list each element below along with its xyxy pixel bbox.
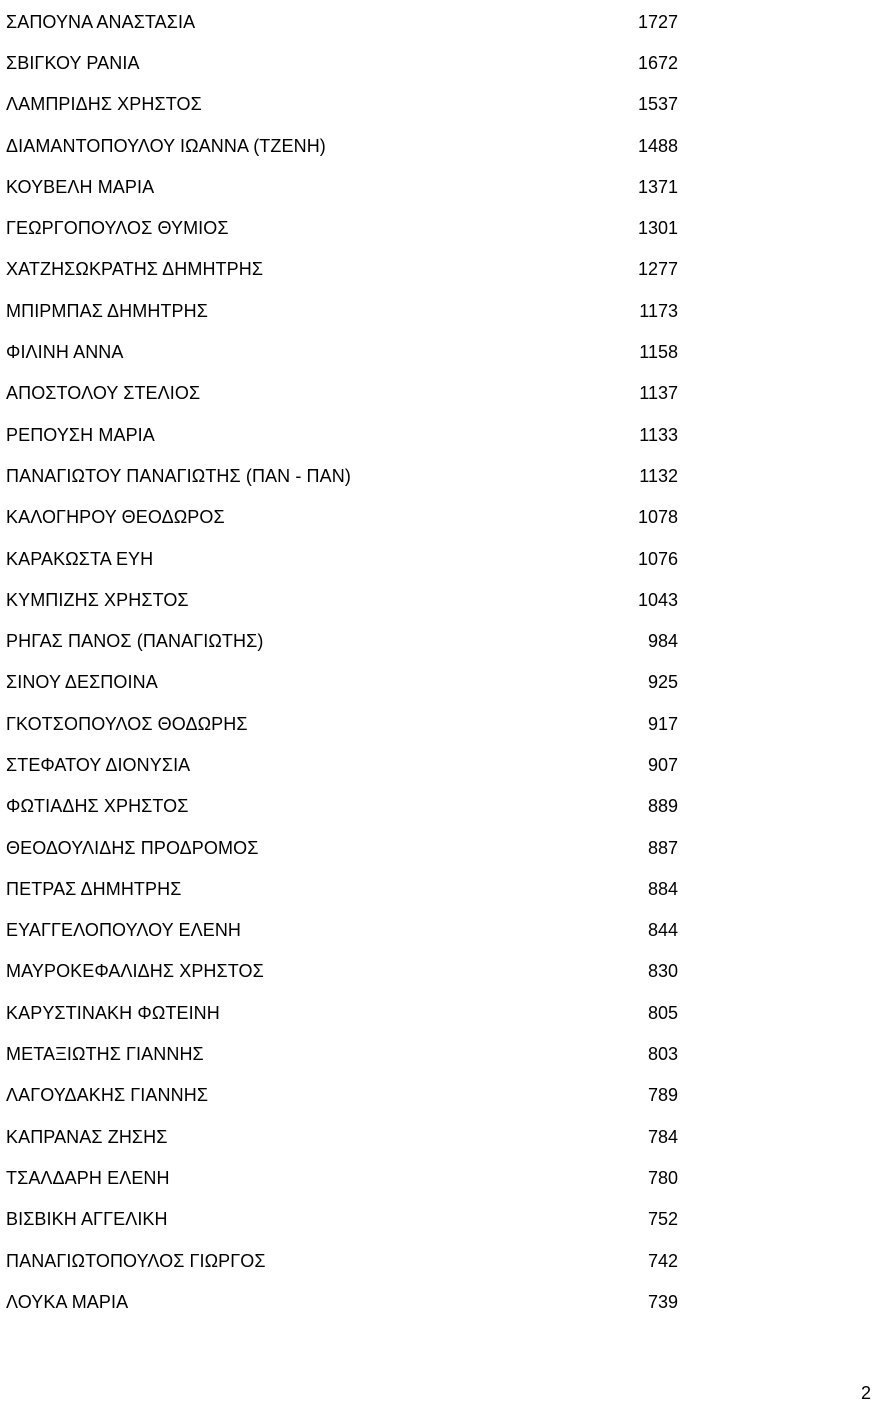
list-item <box>6 248 678 289</box>
candidate-name: ΘΕΟΔΟΥΛΙΔΗΣ ΠΡΟΔΡΟΜΟΣ <box>6 837 259 858</box>
candidate-name: ΠΑΝΑΓΙΩΤΟΥ ΠΑΝΑΓΙΩΤΗΣ (ΠΑΝ - ΠΑΝ) <box>6 465 351 486</box>
vote-count: 1301 <box>637 218 678 239</box>
candidate-name: ΕΥΑΓΓΕΛΟΠΟΥΛΟΥ ΕΛΕΝΗ <box>6 920 242 941</box>
vote-count: 1371 <box>637 176 678 197</box>
candidate-name: ΜΕΤΑΞΙΩΤΗΣ ΓΙΑΝΝΗΣ <box>6 1044 204 1065</box>
vote-count: 1537 <box>637 94 678 115</box>
list-item <box>6 1280 678 1321</box>
list-item <box>6 619 678 660</box>
vote-count: 1672 <box>637 52 678 73</box>
candidate-name: ΜΠΙΡΜΠΑΣ ΔΗΜΗΤΡΗΣ <box>6 300 208 321</box>
candidate-name: ΛΑΜΠΡΙΔΗΣ ΧΡΗΣΤΟΣ <box>6 94 202 115</box>
vote-count: 1727 <box>637 11 678 32</box>
vote-count: 784 <box>647 1126 678 1147</box>
vote-count: 803 <box>647 1044 678 1065</box>
vote-count: 925 <box>647 672 678 693</box>
list-item <box>6 661 678 702</box>
list-item <box>6 165 678 206</box>
list-item <box>6 41 678 82</box>
list-item <box>6 1032 678 1073</box>
list-item <box>6 743 678 784</box>
candidate-name: ΤΣΑΛΔΑΡΗ ΕΛΕΝΗ <box>6 1167 170 1188</box>
list-item <box>6 1156 678 1197</box>
vote-count: 1173 <box>639 300 678 321</box>
candidate-name: ΦΩΤΙΑΔΗΣ ΧΡΗΣΤΟΣ <box>6 796 189 817</box>
vote-count: 884 <box>647 878 678 899</box>
vote-count: 739 <box>647 1291 678 1312</box>
candidate-name: ΣΒΙΓΚΟΥ ΡΑΝΙΑ <box>6 52 140 73</box>
candidate-name: ΡΕΠΟΥΣΗ ΜΑΡΙΑ <box>6 424 155 445</box>
list-item <box>6 785 678 826</box>
candidate-name: ΣΑΠΟΥΝΑ ΑΝΑΣΤΑΣΙΑ <box>6 11 196 32</box>
candidate-name: ΒΙΣΒΙΚΗ ΑΓΓΕΛΙΚΗ <box>6 1209 168 1230</box>
candidate-name: ΛΟΥΚΑ ΜΑΡΙΑ <box>6 1291 129 1312</box>
list-item <box>6 1115 678 1156</box>
candidate-name: ΚΑΠΡΑΝΑΣ ΖΗΣΗΣ <box>6 1126 168 1147</box>
candidate-vote-list <box>6 0 678 1322</box>
vote-count: 1277 <box>637 259 678 280</box>
list-item <box>6 950 678 991</box>
list-item <box>6 289 678 330</box>
list-item <box>6 496 678 537</box>
candidate-name: ΧΑΤΖΗΣΩΚΡΑΤΗΣ ΔΗΜΗΤΡΗΣ <box>6 259 264 280</box>
candidate-name: ΣΤΕΦΑΤΟΥ ΔΙΟΝΥΣΙΑ <box>6 754 191 775</box>
vote-count: 887 <box>647 837 678 858</box>
list-item <box>6 578 678 619</box>
list-item <box>6 1239 678 1280</box>
list-item <box>6 0 678 41</box>
list-item <box>6 867 678 908</box>
list-item <box>6 413 678 454</box>
vote-count: 805 <box>647 1002 678 1023</box>
list-item <box>6 702 678 743</box>
candidate-name: ΡΗΓΑΣ ΠΑΝΟΣ (ΠΑΝΑΓΙΩΤΗΣ) <box>6 631 264 652</box>
vote-count: 1158 <box>639 342 678 363</box>
candidate-name: ΚΥΜΠΙΖΗΣ ΧΡΗΣΤΟΣ <box>6 589 189 610</box>
vote-count: 844 <box>647 920 678 941</box>
vote-count: 917 <box>647 713 678 734</box>
candidate-name: ΚΑΡΥΣΤΙΝΑΚΗ ΦΩΤΕΙΝΗ <box>6 1002 220 1023</box>
list-item <box>6 83 678 124</box>
vote-count: 984 <box>647 631 678 652</box>
candidate-name: ΠΑΝΑΓΙΩΤΟΠΟΥΛΟΣ ΓΙΩΡΓΟΣ <box>6 1250 266 1271</box>
candidate-name: ΜΑΥΡΟΚΕΦΑΛΙΔΗΣ ΧΡΗΣΤΟΣ <box>6 961 264 982</box>
vote-count: 742 <box>647 1250 678 1271</box>
candidate-name: ΣΙΝΟΥ ΔΕΣΠΟΙΝΑ <box>6 672 158 693</box>
list-item <box>6 826 678 867</box>
vote-count: 752 <box>647 1209 678 1230</box>
vote-count: 1076 <box>637 548 678 569</box>
list-item <box>6 124 678 165</box>
vote-count: 1043 <box>637 589 678 610</box>
candidate-name: ΚΟΥΒΕΛΗ ΜΑΡΙΑ <box>6 176 155 197</box>
candidate-name: ΑΠΟΣΤΟΛΟΥ ΣΤΕΛΙΟΣ <box>6 383 201 404</box>
list-item <box>6 991 678 1032</box>
candidate-name: ΚΑΡΑΚΩΣΤΑ ΕΥΗ <box>6 548 154 569</box>
vote-count: 1078 <box>637 507 678 528</box>
vote-count: 780 <box>647 1167 678 1188</box>
candidate-name: ΔΙΑΜΑΝΤΟΠΟΥΛΟΥ ΙΩΑΝΝΑ (ΤΖΕΝΗ) <box>6 135 326 156</box>
list-item <box>6 454 678 495</box>
vote-count: 1488 <box>637 135 678 156</box>
candidate-name: ΛΑΓΟΥΔΑΚΗΣ ΓΙΑΝΝΗΣ <box>6 1085 209 1106</box>
vote-count: 1133 <box>639 424 678 445</box>
candidate-name: ΠΕΤΡΑΣ ΔΗΜΗΤΡΗΣ <box>6 878 182 899</box>
list-item <box>6 330 678 371</box>
vote-count: 1132 <box>639 465 678 486</box>
list-item <box>6 206 678 247</box>
vote-count: 789 <box>647 1085 678 1106</box>
vote-count: 1137 <box>639 383 678 404</box>
vote-count: 907 <box>647 754 678 775</box>
list-item <box>6 537 678 578</box>
candidate-name: ΦΙΛΙΝΗ ΑΝΝΑ <box>6 342 124 363</box>
list-item <box>6 372 678 413</box>
candidate-name: ΓΚΟΤΣΟΠΟΥΛΟΣ ΘΟΔΩΡΗΣ <box>6 713 248 734</box>
vote-count: 830 <box>647 961 678 982</box>
list-item <box>6 909 678 950</box>
list-item <box>6 1198 678 1239</box>
vote-count: 889 <box>647 796 678 817</box>
candidate-name: ΚΑΛΟΓΗΡΟΥ ΘΕΟΔΩΡΟΣ <box>6 507 225 528</box>
candidate-name: ΓΕΩΡΓΟΠΟΥΛΟΣ ΘΥΜΙΟΣ <box>6 218 229 239</box>
page-number: 2 <box>860 1383 871 1403</box>
list-item <box>6 1074 678 1115</box>
